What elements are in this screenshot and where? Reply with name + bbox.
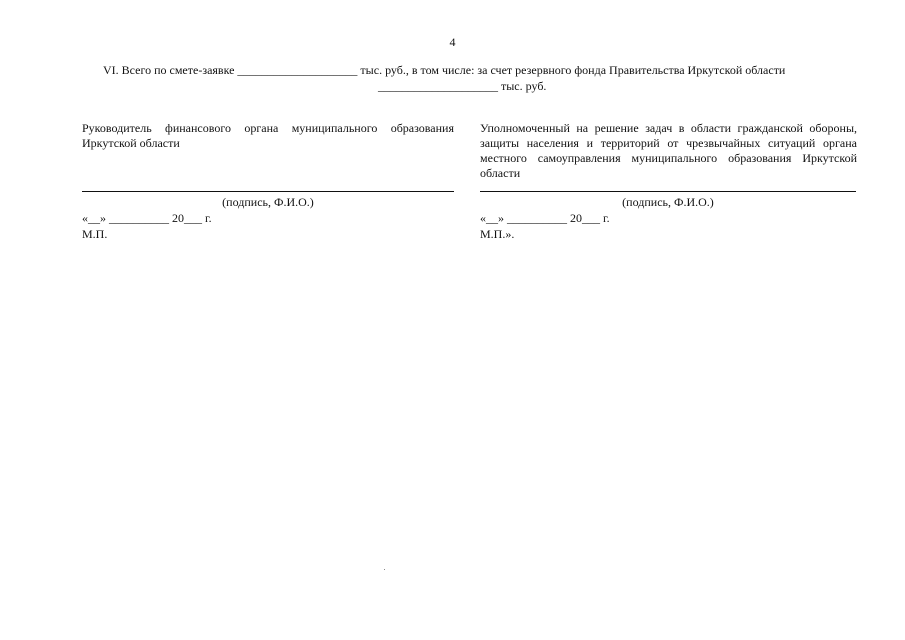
left-signatory-block xyxy=(82,121,454,151)
right-signature-caption: (подпись, Ф.И.О.) xyxy=(622,195,714,209)
scan-speck xyxy=(384,569,385,570)
right-stamp-label: М.П.». xyxy=(480,227,515,241)
left-signature-caption: (подпись, Ф.И.О.) xyxy=(222,195,314,209)
left-signatory-role: Руководитель финансового органа муниципального образования Иркутской области xyxy=(82,121,454,150)
right-date-line: «__» __________ 20___ г. xyxy=(480,211,610,225)
right-signatory-block xyxy=(480,121,857,181)
total-estimate-line: VI. Всего по смете-заявке ____________________ тыс. руб., в том числе: за счет резервного фонда Правительства Иркутской области xyxy=(103,63,786,77)
right-signatory-role: Уполномоченный на решение задач в области гражданской обороны, защиты населения и территорий от чрезвычайных ситуаций органа местного самоуправления муниципального образования Иркутской области xyxy=(480,121,857,180)
total-estimate-amount-line: ____________________ тыс. руб. xyxy=(378,79,547,93)
left-date-line: «__» __________ 20___ г. xyxy=(82,211,212,225)
right-signature-line xyxy=(480,191,856,192)
left-signature-line xyxy=(82,191,454,192)
page-number: 4 xyxy=(449,35,456,49)
left-stamp-label: М.П. xyxy=(82,227,108,241)
